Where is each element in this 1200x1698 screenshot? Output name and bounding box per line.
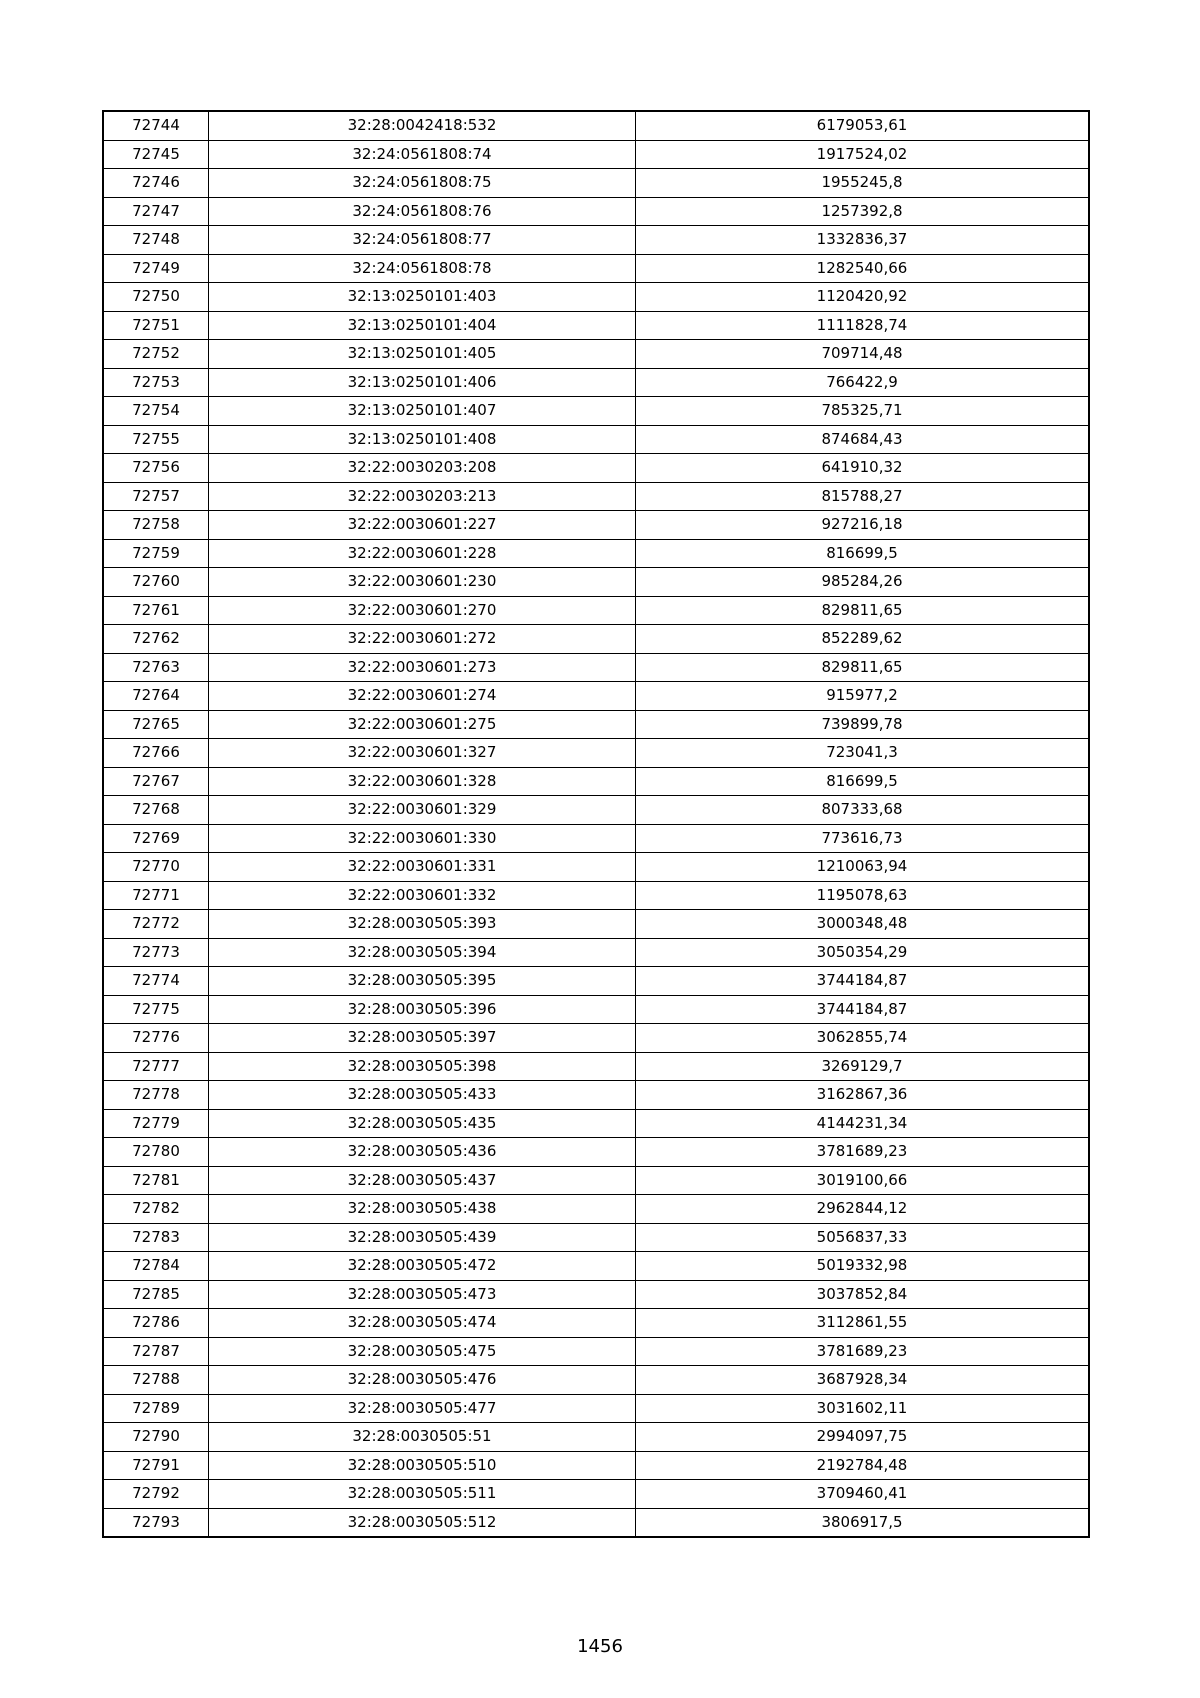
value-cell: 1955245,8 [636, 169, 1090, 198]
cadastral-number-cell: 32:28:0030505:511 [209, 1480, 636, 1509]
table-row [103, 226, 1089, 255]
row-number-cell: 72762 [103, 625, 209, 654]
row-number-cell: 72775 [103, 995, 209, 1024]
row-number-cell: 72751 [103, 311, 209, 340]
cadastral-number-cell: 32:28:0030505:512 [209, 1508, 636, 1537]
row-number-cell: 72753 [103, 368, 209, 397]
page-number: 1456 [577, 1636, 623, 1657]
row-number-cell: 72777 [103, 1052, 209, 1081]
row-number-cell: 72761 [103, 596, 209, 625]
value-cell: 773616,73 [636, 824, 1090, 853]
table-row [103, 1138, 1089, 1167]
value-cell: 2994097,75 [636, 1423, 1090, 1452]
value-cell: 3744184,87 [636, 967, 1090, 996]
cadastral-number-cell: 32:22:0030601:272 [209, 625, 636, 654]
table-row [103, 596, 1089, 625]
row-number-cell: 72786 [103, 1309, 209, 1338]
row-number-cell: 72759 [103, 539, 209, 568]
table-row [103, 1508, 1089, 1537]
cadastral-number-cell: 32:24:0561808:75 [209, 169, 636, 198]
value-cell: 709714,48 [636, 340, 1090, 369]
row-number-cell: 72746 [103, 169, 209, 198]
value-cell: 3062855,74 [636, 1024, 1090, 1053]
row-number-cell: 72756 [103, 454, 209, 483]
cadastral-number-cell: 32:28:0030505:393 [209, 910, 636, 939]
cadastral-number-cell: 32:13:0250101:403 [209, 283, 636, 312]
cadastral-number-cell: 32:22:0030601:328 [209, 767, 636, 796]
cadastral-number-cell: 32:22:0030601:230 [209, 568, 636, 597]
value-cell: 3269129,7 [636, 1052, 1090, 1081]
cadastral-number-cell: 32:24:0561808:74 [209, 140, 636, 169]
row-number-cell: 72754 [103, 397, 209, 426]
row-number-cell: 72769 [103, 824, 209, 853]
table-row [103, 653, 1089, 682]
table-row [103, 1081, 1089, 1110]
value-cell: 1917524,02 [636, 140, 1090, 169]
value-cell: 739899,78 [636, 710, 1090, 739]
table-row [103, 169, 1089, 198]
cadastral-number-cell: 32:28:0030505:51 [209, 1423, 636, 1452]
value-cell: 3687928,34 [636, 1366, 1090, 1395]
row-number-cell: 72748 [103, 226, 209, 255]
table-row [103, 1109, 1089, 1138]
cadastral-number-cell: 32:13:0250101:407 [209, 397, 636, 426]
value-cell: 3050354,29 [636, 938, 1090, 967]
row-number-cell: 72747 [103, 197, 209, 226]
cadastral-number-cell: 32:28:0030505:473 [209, 1280, 636, 1309]
row-number-cell: 72766 [103, 739, 209, 768]
row-number-cell: 72783 [103, 1223, 209, 1252]
cadastral-number-cell: 32:24:0561808:77 [209, 226, 636, 255]
row-number-cell: 72749 [103, 254, 209, 283]
table-row [103, 454, 1089, 483]
value-cell: 1257392,8 [636, 197, 1090, 226]
table-row [103, 1480, 1089, 1509]
cadastral-number-cell: 32:22:0030601:273 [209, 653, 636, 682]
cadastral-number-cell: 32:28:0030505:510 [209, 1451, 636, 1480]
table-row [103, 1195, 1089, 1224]
table-row [103, 739, 1089, 768]
cadastral-number-cell: 32:28:0030505:394 [209, 938, 636, 967]
value-cell: 927216,18 [636, 511, 1090, 540]
table-row [103, 283, 1089, 312]
table-row [103, 1223, 1089, 1252]
row-number-cell: 72774 [103, 967, 209, 996]
cadastral-number-cell: 32:28:0030505:396 [209, 995, 636, 1024]
table-row [103, 1166, 1089, 1195]
value-cell: 3162867,36 [636, 1081, 1090, 1110]
row-number-cell: 72780 [103, 1138, 209, 1167]
cadastral-number-cell: 32:22:0030601:332 [209, 881, 636, 910]
value-cell: 3000348,48 [636, 910, 1090, 939]
cadastral-number-cell: 32:22:0030601:330 [209, 824, 636, 853]
cadastral-number-cell: 32:22:0030203:208 [209, 454, 636, 483]
row-number-cell: 72757 [103, 482, 209, 511]
value-cell: 785325,71 [636, 397, 1090, 426]
table-row [103, 368, 1089, 397]
row-number-cell: 72770 [103, 853, 209, 882]
cadastral-number-cell: 32:28:0030505:474 [209, 1309, 636, 1338]
value-cell: 766422,9 [636, 368, 1090, 397]
cadastral-number-cell: 32:13:0250101:406 [209, 368, 636, 397]
value-cell: 3744184,87 [636, 995, 1090, 1024]
value-cell: 1282540,66 [636, 254, 1090, 283]
data-table [102, 110, 1090, 1538]
cadastral-number-cell: 32:28:0030505:437 [209, 1166, 636, 1195]
table-row [103, 1280, 1089, 1309]
value-cell: 2192784,48 [636, 1451, 1090, 1480]
value-cell: 3112861,55 [636, 1309, 1090, 1338]
value-cell: 4144231,34 [636, 1109, 1090, 1138]
table-row [103, 1309, 1089, 1338]
row-number-cell: 72776 [103, 1024, 209, 1053]
value-cell: 641910,32 [636, 454, 1090, 483]
cadastral-number-cell: 32:22:0030601:270 [209, 596, 636, 625]
value-cell: 6179053,61 [636, 111, 1090, 140]
table-row [103, 425, 1089, 454]
row-number-cell: 72771 [103, 881, 209, 910]
cadastral-number-cell: 32:28:0030505:475 [209, 1337, 636, 1366]
row-number-cell: 72745 [103, 140, 209, 169]
value-cell: 1332836,37 [636, 226, 1090, 255]
cadastral-number-cell: 32:22:0030601:228 [209, 539, 636, 568]
row-number-cell: 72758 [103, 511, 209, 540]
table-row [103, 1423, 1089, 1452]
row-number-cell: 72773 [103, 938, 209, 967]
row-number-cell: 72752 [103, 340, 209, 369]
cadastral-number-cell: 32:28:0030505:435 [209, 1109, 636, 1138]
cadastral-number-cell: 32:28:0030505:436 [209, 1138, 636, 1167]
cadastral-number-cell: 32:13:0250101:405 [209, 340, 636, 369]
row-number-cell: 72772 [103, 910, 209, 939]
table-row [103, 197, 1089, 226]
row-number-cell: 72765 [103, 710, 209, 739]
cadastral-number-cell: 32:22:0030601:274 [209, 682, 636, 711]
table-row [103, 682, 1089, 711]
value-cell: 816699,5 [636, 767, 1090, 796]
value-cell: 3037852,84 [636, 1280, 1090, 1309]
cadastral-number-cell: 32:22:0030601:227 [209, 511, 636, 540]
row-number-cell: 72792 [103, 1480, 209, 1509]
value-cell: 915977,2 [636, 682, 1090, 711]
table-row [103, 796, 1089, 825]
table-row [103, 910, 1089, 939]
table-row [103, 311, 1089, 340]
cadastral-number-cell: 32:13:0250101:404 [209, 311, 636, 340]
row-number-cell: 72787 [103, 1337, 209, 1366]
value-cell: 3019100,66 [636, 1166, 1090, 1195]
value-cell: 829811,65 [636, 653, 1090, 682]
value-cell: 816699,5 [636, 539, 1090, 568]
value-cell: 723041,3 [636, 739, 1090, 768]
table-row [103, 1024, 1089, 1053]
table-row [103, 254, 1089, 283]
table-row [103, 625, 1089, 654]
row-number-cell: 72781 [103, 1166, 209, 1195]
value-cell: 5019332,98 [636, 1252, 1090, 1281]
table-row [103, 1252, 1089, 1281]
table-row [103, 995, 1089, 1024]
value-cell: 985284,26 [636, 568, 1090, 597]
table-row [103, 568, 1089, 597]
value-cell: 815788,27 [636, 482, 1090, 511]
cadastral-number-cell: 32:28:0030505:397 [209, 1024, 636, 1053]
value-cell: 3806917,5 [636, 1508, 1090, 1537]
row-number-cell: 72785 [103, 1280, 209, 1309]
value-cell: 829811,65 [636, 596, 1090, 625]
value-cell: 1111828,74 [636, 311, 1090, 340]
cadastral-number-cell: 32:22:0030203:213 [209, 482, 636, 511]
cadastral-number-cell: 32:13:0250101:408 [209, 425, 636, 454]
table-row [103, 824, 1089, 853]
row-number-cell: 72755 [103, 425, 209, 454]
table-row [103, 881, 1089, 910]
cadastral-number-cell: 32:28:0030505:438 [209, 1195, 636, 1224]
value-cell: 874684,43 [636, 425, 1090, 454]
cadastral-number-cell: 32:22:0030601:329 [209, 796, 636, 825]
table-row [103, 511, 1089, 540]
value-cell: 852289,62 [636, 625, 1090, 654]
table-body [103, 111, 1089, 1537]
cadastral-number-cell: 32:22:0030601:275 [209, 710, 636, 739]
value-cell: 3781689,23 [636, 1138, 1090, 1167]
table-row [103, 938, 1089, 967]
value-cell: 807333,68 [636, 796, 1090, 825]
table-row [103, 767, 1089, 796]
row-number-cell: 72790 [103, 1423, 209, 1452]
value-cell: 3781689,23 [636, 1337, 1090, 1366]
row-number-cell: 72767 [103, 767, 209, 796]
row-number-cell: 72744 [103, 111, 209, 140]
cadastral-number-cell: 32:22:0030601:327 [209, 739, 636, 768]
table-row [103, 1451, 1089, 1480]
row-number-cell: 72768 [103, 796, 209, 825]
row-number-cell: 72782 [103, 1195, 209, 1224]
table-row [103, 140, 1089, 169]
table-row [103, 1337, 1089, 1366]
table-row [103, 482, 1089, 511]
table-row [103, 853, 1089, 882]
cadastral-number-cell: 32:24:0561808:76 [209, 197, 636, 226]
row-number-cell: 72764 [103, 682, 209, 711]
table-row [103, 1366, 1089, 1395]
cadastral-number-cell: 32:28:0030505:476 [209, 1366, 636, 1395]
cadastral-number-cell: 32:28:0030505:472 [209, 1252, 636, 1281]
value-cell: 3709460,41 [636, 1480, 1090, 1509]
cadastral-number-cell: 32:22:0030601:331 [209, 853, 636, 882]
cadastral-number-cell: 32:28:0030505:395 [209, 967, 636, 996]
row-number-cell: 72763 [103, 653, 209, 682]
cadastral-number-cell: 32:28:0042418:532 [209, 111, 636, 140]
table-row [103, 967, 1089, 996]
table-row [103, 340, 1089, 369]
row-number-cell: 72760 [103, 568, 209, 597]
value-cell: 1210063,94 [636, 853, 1090, 882]
row-number-cell: 72789 [103, 1394, 209, 1423]
cadastral-number-cell: 32:28:0030505:433 [209, 1081, 636, 1110]
value-cell: 5056837,33 [636, 1223, 1090, 1252]
table-row [103, 111, 1089, 140]
table-row [103, 1394, 1089, 1423]
table-row [103, 1052, 1089, 1081]
value-cell: 3031602,11 [636, 1394, 1090, 1423]
row-number-cell: 72791 [103, 1451, 209, 1480]
row-number-cell: 72778 [103, 1081, 209, 1110]
row-number-cell: 72784 [103, 1252, 209, 1281]
cadastral-number-cell: 32:28:0030505:398 [209, 1052, 636, 1081]
row-number-cell: 72788 [103, 1366, 209, 1395]
value-cell: 2962844,12 [636, 1195, 1090, 1224]
cadastral-number-cell: 32:28:0030505:477 [209, 1394, 636, 1423]
row-number-cell: 72779 [103, 1109, 209, 1138]
table-row [103, 710, 1089, 739]
row-number-cell: 72793 [103, 1508, 209, 1537]
cadastral-number-cell: 32:28:0030505:439 [209, 1223, 636, 1252]
cadastral-number-cell: 32:24:0561808:78 [209, 254, 636, 283]
table-row [103, 397, 1089, 426]
value-cell: 1195078,63 [636, 881, 1090, 910]
value-cell: 1120420,92 [636, 283, 1090, 312]
row-number-cell: 72750 [103, 283, 209, 312]
table-row [103, 539, 1089, 568]
